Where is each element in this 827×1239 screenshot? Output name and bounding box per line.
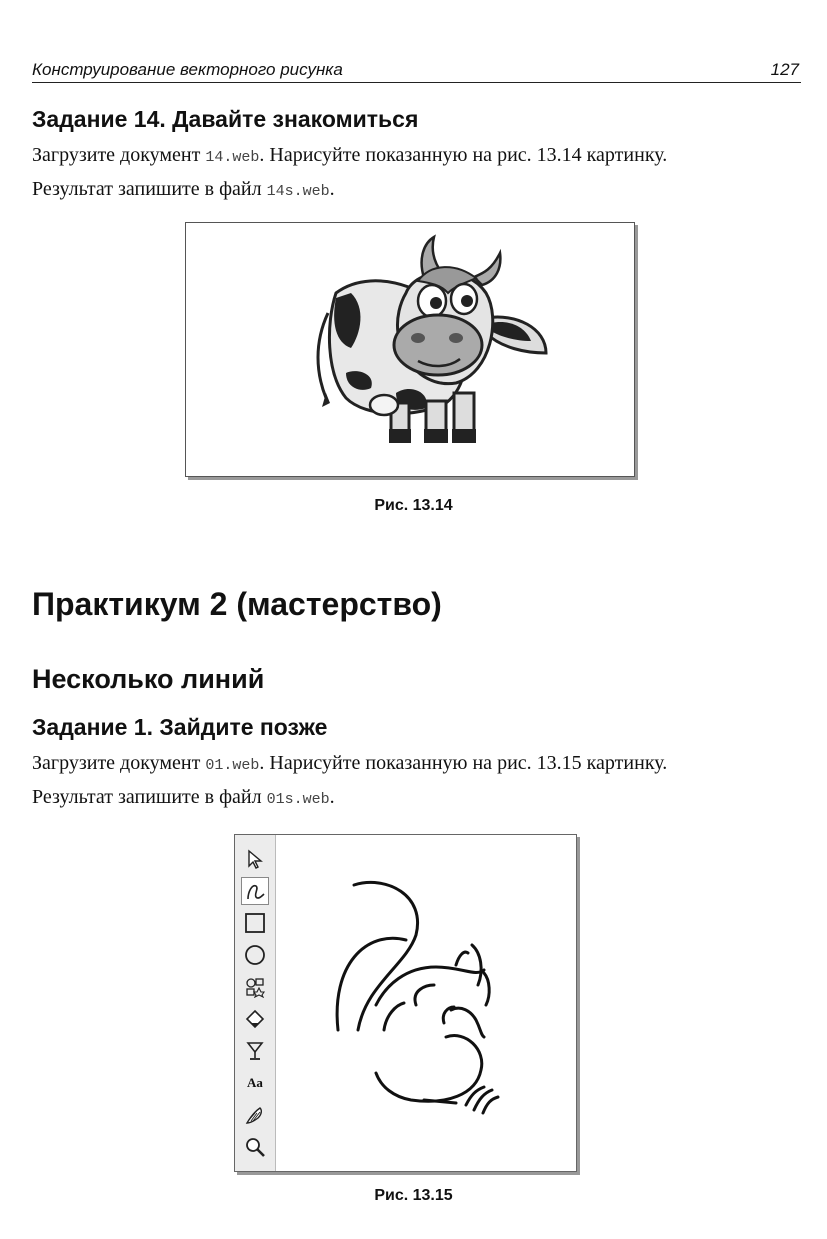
brush-icon — [244, 1104, 266, 1126]
rectangle-tool[interactable] — [241, 909, 269, 937]
curve-icon — [244, 880, 266, 902]
section-title: Практикум 2 (мастерство) — [32, 586, 442, 622]
file-name: 01s.web — [266, 791, 330, 808]
figure-cow — [185, 222, 635, 477]
fill-tool[interactable] — [241, 1005, 269, 1033]
ellipse-icon — [244, 944, 266, 966]
task-1-title: Задание 1. Зайдите позже — [32, 714, 328, 740]
text-tool[interactable] — [241, 1069, 269, 1097]
tool-palette — [235, 835, 276, 1171]
task-14-title: Задание 14. Давайте знакомиться — [32, 106, 419, 132]
goblet-tool[interactable] — [241, 1037, 269, 1065]
running-header-title: Конструирование векторного рисунка — [32, 60, 343, 79]
line-drawing — [276, 835, 576, 1171]
figure-13-15-caption: Рис. 13.15 — [374, 1187, 453, 1204]
figure-editor — [234, 834, 577, 1172]
file-name: 01.web — [205, 757, 260, 774]
running-header — [32, 58, 801, 83]
subsection-title: Несколько линий — [32, 664, 265, 694]
drawing-canvas[interactable] — [276, 835, 576, 1171]
cow-illustration — [186, 223, 634, 476]
file-name: 14.web — [205, 149, 260, 166]
curve-tool[interactable] — [241, 877, 269, 905]
page-number: 127 — [770, 60, 799, 79]
text-icon: Aa — [247, 1075, 263, 1090]
task-14-line-1: Загрузите документ 14.web. Нарисуйте показанную на рис. 13.14 картинку. — [32, 144, 668, 166]
fill-icon — [244, 1008, 266, 1030]
brush-tool[interactable] — [241, 1101, 269, 1129]
shapes-tool[interactable] — [241, 973, 269, 1001]
rectangle-icon — [244, 912, 266, 934]
figure-13-14-caption: Рис. 13.14 — [374, 497, 453, 514]
pointer-icon — [244, 848, 266, 870]
task-14-line-2: Результат запишите в файл 14s.web. — [32, 178, 335, 200]
zoom-tool[interactable] — [241, 1133, 269, 1161]
file-name: 14s.web — [266, 183, 330, 200]
shapes-icon — [244, 976, 266, 998]
task-1-line-2: Результат запишите в файл 01s.web. — [32, 786, 335, 808]
task-1-line-1: Загрузите документ 01.web. Нарисуйте показанную на рис. 13.15 картинку. — [32, 752, 668, 774]
zoom-icon — [244, 1136, 266, 1158]
goblet-icon — [244, 1040, 266, 1062]
pointer-tool[interactable] — [241, 845, 269, 873]
ellipse-tool[interactable] — [241, 941, 269, 969]
